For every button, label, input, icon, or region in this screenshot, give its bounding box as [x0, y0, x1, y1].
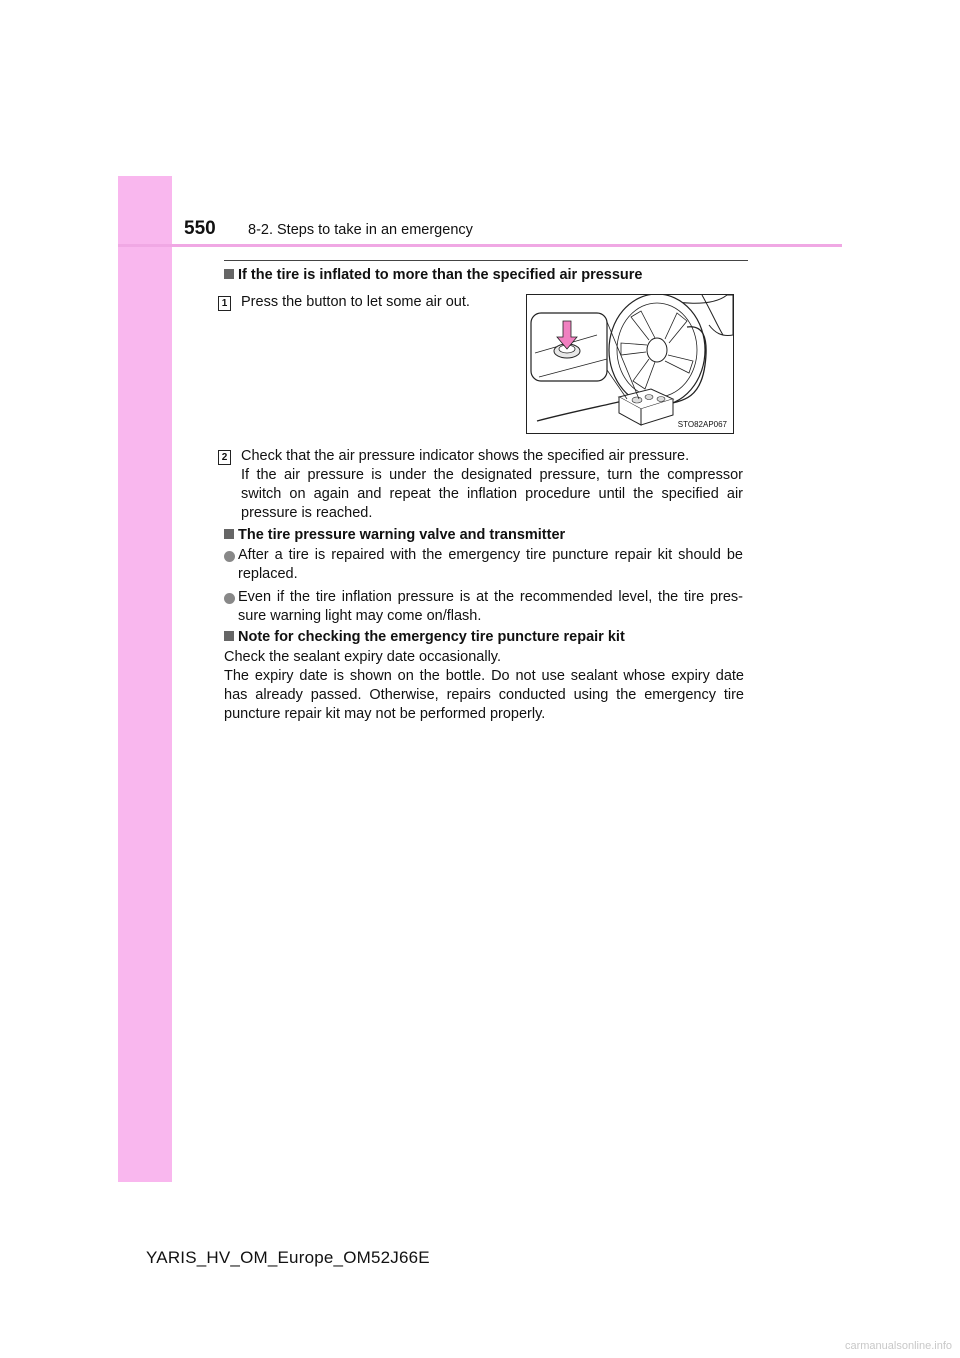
step-1-marker: 1 [218, 296, 231, 311]
tire-compressor-illustration [527, 295, 733, 433]
page-number: 550 [184, 218, 216, 239]
section-title: 8-2. Steps to take in an emergency [248, 222, 473, 238]
step-2-text-rest: If the air pressure is under the designated pressure, turn the compressor switch on again and repeat the inflation procedure until the specified air pressure is reached. [241, 467, 743, 521]
square-bullet-icon [224, 529, 234, 539]
document-id: YARIS_HV_OM_Europe_OM52J66E [146, 1248, 430, 1267]
illustration-compressor-release [526, 294, 734, 434]
chapter-tab-strip [118, 176, 172, 1182]
heading-kit-check: Note for checking the emergency tire puncture repair kit [224, 629, 625, 645]
round-bullet-icon [224, 593, 235, 604]
step-1-text: Press the button to let some air out. [241, 294, 470, 310]
heading-overinflated: If the tire is inflated to more than the specified air pressure [224, 267, 643, 283]
illustration-code: STO82AP067 [677, 420, 727, 429]
header-rule [118, 244, 842, 247]
square-bullet-icon [224, 631, 234, 641]
tpms-bullet-1: After a tire is repaired with the emergency tire puncture repair kit should be replaced. [238, 547, 743, 582]
kit-check-text: The expiry date is shown on the bottle. Do not use sealant whose expiry date has already passed. Otherwise, repairs conducted using the emergency tire puncture repair kit may not be performed properly. [224, 668, 744, 722]
step-2-text-line1: Check that the air pressure indicator shows the specified air pressure. [241, 448, 690, 464]
tpms-bullet-2: Even if the tire inflation pressure is at the recommended level, the tire pres-sure warning light may come on/flash. [238, 589, 743, 624]
kit-check-line1: Check the sealant expiry date occasionally. [224, 649, 501, 665]
heading-tpms-valve: The tire pressure warning valve and transmitter [224, 527, 565, 543]
content-divider [224, 260, 748, 261]
watermark: carmanualsonline.info [844, 1340, 952, 1352]
step-2-marker: 2 [218, 450, 231, 465]
round-bullet-icon [224, 551, 235, 562]
square-bullet-icon [224, 269, 234, 279]
